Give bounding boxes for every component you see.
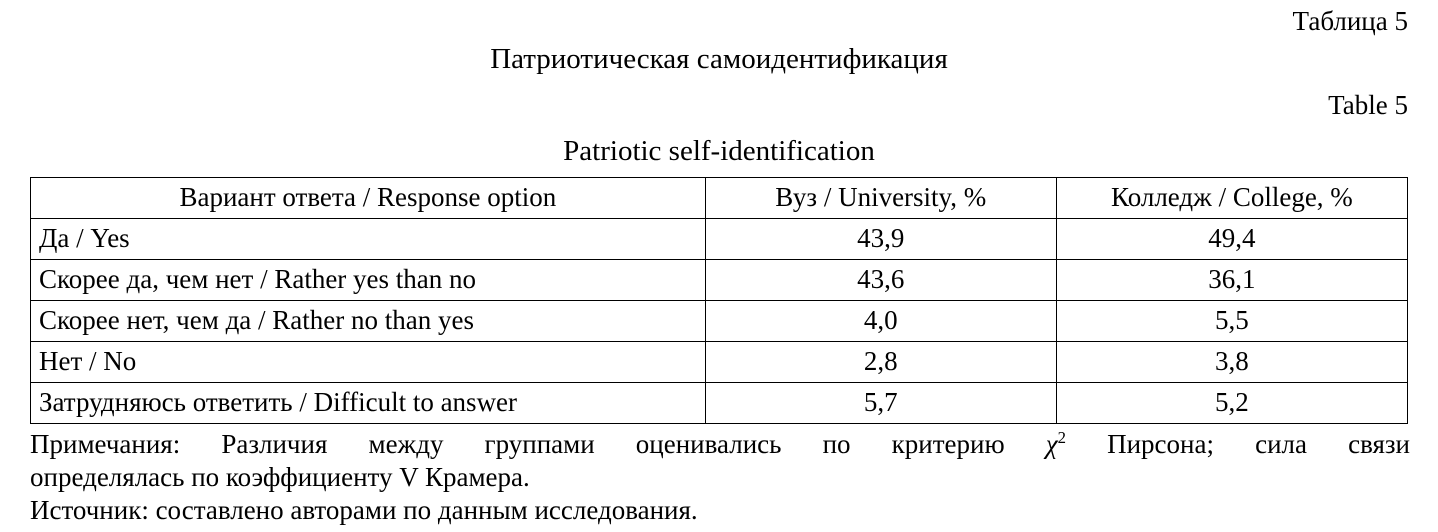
notes-text-before-chi: Примечания: Различия между группами оценивались по критерию <box>30 428 1046 459</box>
notes-line-2: определялась по коэффициенту V Крамера. <box>30 461 530 492</box>
cell-response-option: Да / Yes <box>31 218 706 259</box>
cell-university-value: 43,9 <box>705 218 1056 259</box>
cell-response-option: Скорее нет, чем да / Rather no than yes <box>31 300 706 341</box>
cell-university-value: 4,0 <box>705 300 1056 341</box>
cell-university-value: 5,7 <box>705 382 1056 423</box>
column-header-response-option: Вариант ответа / Response option <box>31 177 706 218</box>
table-number-ru: Таблица 5 <box>1292 6 1408 36</box>
table-row <box>31 218 1408 259</box>
cell-college-value: 3,8 <box>1056 341 1407 382</box>
table-title-en: Patriotic self-identification <box>563 135 875 168</box>
table-row <box>31 382 1408 423</box>
chi-square-exponent: 2 <box>1057 427 1066 447</box>
table-container <box>0 177 1438 424</box>
cell-response-option: Скорее да, чем нет / Rather yes than no <box>31 259 706 300</box>
cell-university-value: 2,8 <box>705 341 1056 382</box>
notes-text-after-chi: Пирсона; сила связи <box>1066 428 1410 459</box>
cell-response-option: Нет / No <box>31 341 706 382</box>
table-body <box>31 218 1408 423</box>
cell-response-option: Затрудняюсь ответить / Difficult to answer <box>31 382 706 423</box>
notes-line-1 <box>30 428 1410 461</box>
cell-university-value: 43,6 <box>705 259 1056 300</box>
table-number-en: Table 5 <box>1328 90 1408 121</box>
source-line: Источник: составлено авторами по данным исследования. <box>30 494 698 525</box>
table-notes <box>0 428 1438 527</box>
table-row <box>31 300 1408 341</box>
chi-square-symbol: χ <box>1045 428 1058 459</box>
cell-college-value: 5,2 <box>1056 382 1407 423</box>
table-header-row <box>31 177 1408 218</box>
table-header <box>31 177 1408 218</box>
table-row <box>31 341 1408 382</box>
column-header-university: Вуз / University, % <box>705 177 1056 218</box>
document-page <box>0 6 1438 532</box>
table-title-ru: Патриотическая самоидентификация <box>490 43 948 76</box>
column-header-college: Колледж / College, % <box>1056 177 1407 218</box>
table-row <box>31 259 1408 300</box>
patriotic-self-identification-table <box>30 177 1408 424</box>
cell-college-value: 5,5 <box>1056 300 1407 341</box>
cell-college-value: 49,4 <box>1056 218 1407 259</box>
cell-college-value: 36,1 <box>1056 259 1407 300</box>
